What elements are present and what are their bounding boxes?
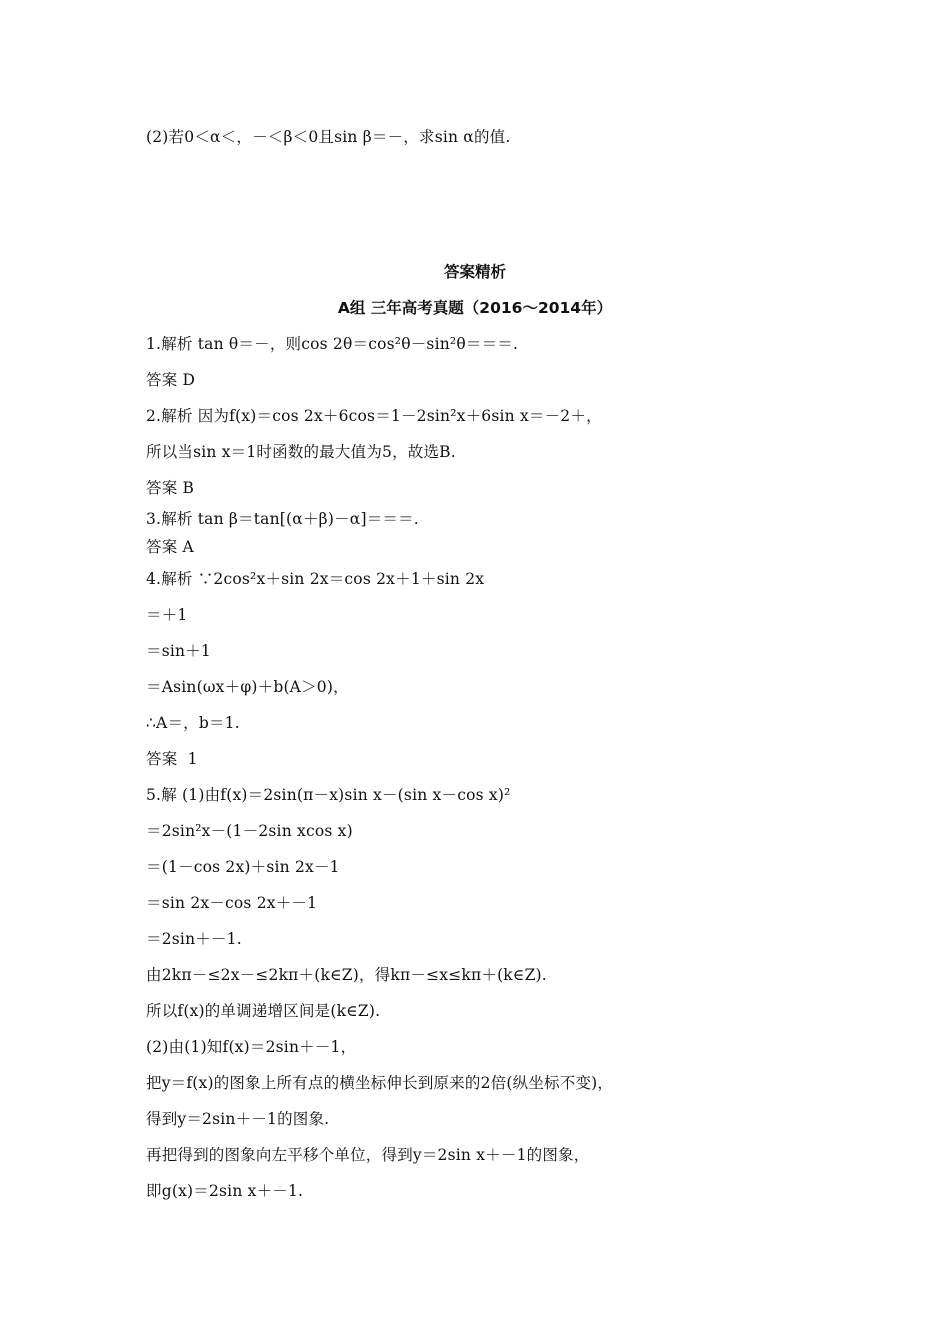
solution-4-step-2: ＝sin＋1 (146, 642, 211, 660)
solution-5-step-2: ＝(1－cos 2x)＋sin 2x－1 (146, 858, 340, 876)
solution-5-final: 即g(x)＝2sin x＋－1. (146, 1182, 304, 1200)
solution-2-conclusion: 所以当sin x＝1时函数的最大值为5，故选B. (146, 443, 456, 461)
solution-5-part-2: (2)由(1)知f(x)＝2sin＋－1， (146, 1038, 357, 1056)
solution-5-step-3: ＝sin 2x－cos 2x＋－1 (146, 894, 318, 912)
solution-2-analysis: 2.解析 因为f(x)＝cos 2x＋6cos＝1－2sin²x＋6sin x＝－2＋， (146, 407, 602, 425)
answers-heading: 答案精析 (443, 263, 506, 281)
solution-5-stretch: 把y＝f(x)的图象上所有点的横坐标伸长到原来的2倍(纵坐标不变)， (146, 1074, 614, 1092)
solution-4-step-1: ＝＋1 (146, 606, 188, 624)
answer-4: 答案 1 (146, 750, 198, 768)
question-part-2: (2)若0＜α＜，－＜β＜0且sin β＝－，求sin α的值. (146, 128, 511, 146)
solution-5-increasing: 所以f(x)的单调递增区间是(k∈Z). (146, 1002, 381, 1020)
group-a-heading: A组 三年高考真题（2016～2014年） (337, 299, 613, 317)
solution-5-step-4: ＝2sin＋－1. (146, 930, 242, 948)
solution-5-step-1: ＝2sin²x－(1－2sin xcos x) (146, 822, 353, 840)
solution-4-step-4: ∴A＝，b＝1. (146, 714, 240, 732)
solution-4-step-3: ＝Asin(ωx＋φ)＋b(A＞0)， (146, 678, 349, 696)
solution-5-result-1: 得到y＝2sin＋－1的图象. (146, 1110, 330, 1128)
solution-1-analysis: 1.解析 tan θ＝－，则cos 2θ＝cos²θ－sin²θ＝＝＝. (146, 335, 519, 353)
answer-1: 答案 D (146, 371, 196, 389)
solution-5-interval: 由2kπ－≤2x－≤2kπ＋(k∈Z)，得kπ－≤x≤kπ＋(k∈Z). (146, 966, 547, 984)
solution-3-analysis: 3.解析 tan β＝tan[(α＋β)－α]＝＝＝. (146, 510, 419, 528)
solution-5-shift: 再把得到的图象向左平移个单位，得到y＝2sin x＋－1的图象， (146, 1146, 590, 1164)
solution-5-part-1: 5.解 (1)由f(x)＝2sin(π－x)sin x－(sin x－cos x)² (146, 786, 511, 804)
answer-2: 答案 B (146, 479, 195, 497)
solution-4-analysis: 4.解析 ∵2cos²x＋sin 2x＝cos 2x＋1＋sin 2x (146, 570, 485, 588)
answer-3: 答案 A (146, 538, 194, 556)
